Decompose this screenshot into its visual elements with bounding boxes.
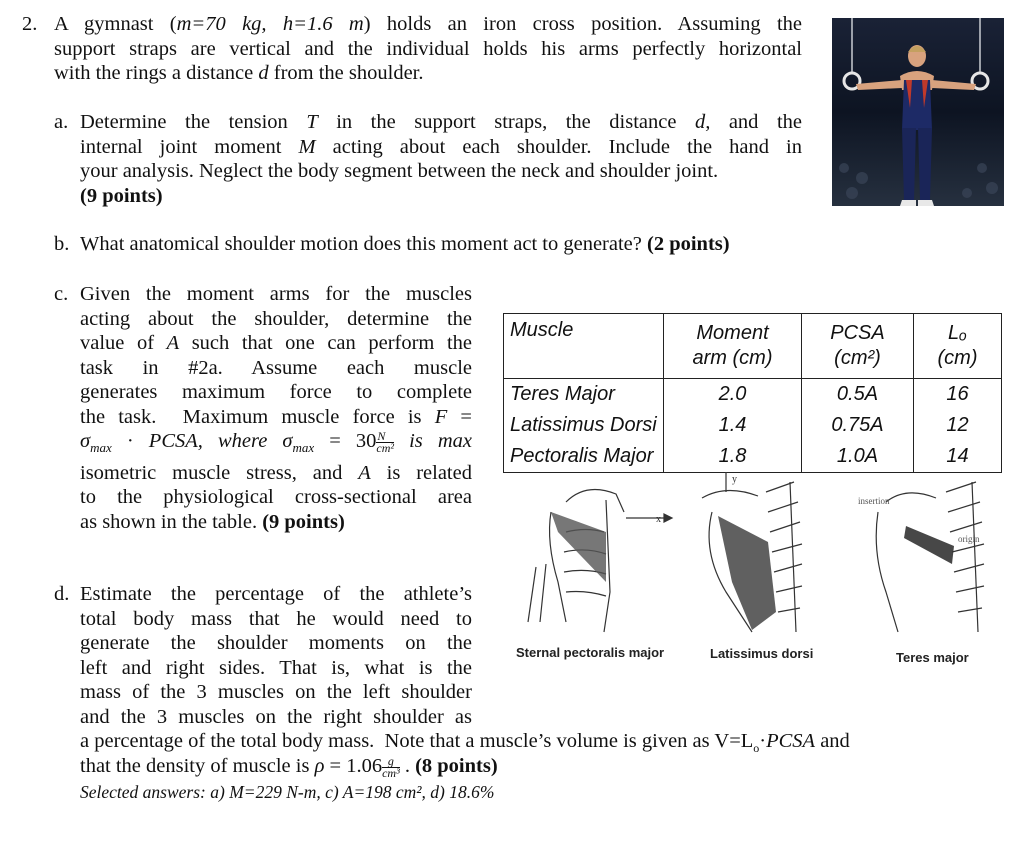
part-c-line-1: Given the moment arms for the muscles: [80, 283, 472, 305]
part-d-line-7: a percentage of the total body mass. Note that a muscle’s volume is given as $V=L_o\cdot PCSA$ and: [80, 730, 850, 756]
part-a-letter: a.: [54, 111, 69, 133]
part-c-line-6: the task. Maximum muscle force is F =: [80, 405, 472, 428]
part-d-text: [80, 582, 472, 729]
part-d-line-6: and the 3 muscles on the right shoulder as: [80, 705, 472, 728]
question-number: 2.: [22, 13, 38, 35]
part-d-letter: d.: [54, 583, 70, 605]
cell-arm: 1.8: [664, 441, 802, 473]
caption-latissimus: Latissimus dorsi: [710, 646, 814, 661]
part-c-line-7: $\sigma_{max}$ · PCSA, where $\sigma_{max} = 30$ $\frac{N}{\text{cm²}}$ is max: [80, 428, 473, 456]
cell-arm: 1.4: [664, 410, 802, 441]
part-a-points: (9 points): [80, 184, 163, 207]
part-d-line-1: Estimate the percentage of the athlete’s: [80, 583, 472, 605]
part-b-letter: b.: [54, 233, 70, 255]
cell-pcsa: 0.75A: [802, 410, 914, 441]
stress-unit-fraction: $\frac{N}{\text{cm²}}$: [376, 428, 395, 455]
cell-pcsa: 1.0A: [802, 441, 914, 473]
intro-line-2: support straps are vertical and the individual holds his arms perfectly horizontal: [54, 37, 802, 60]
origin-label: origin: [958, 534, 980, 544]
cell-muscle: Pectoralis Major: [504, 441, 664, 473]
part-a-text: [80, 110, 802, 208]
caption-pectoralis: Sternal pectoralis major: [516, 645, 665, 660]
table-row: [504, 410, 1002, 441]
question-intro: [54, 12, 802, 86]
part-a-line-2: internal joint moment M acting about each shoulder. Include the hand in: [80, 135, 802, 158]
anatomy-figures: [506, 472, 1004, 672]
header-pcsa: PCSA (cm²): [802, 314, 914, 379]
intro-line-1: A gymnast (m=70 kg, h=1.6 m) holds an iron cross position. Assuming the: [54, 13, 803, 35]
part-d-line-4: left and right sides. That is, what is the: [80, 656, 472, 679]
gymnast-illustration: [832, 18, 1004, 206]
cell-arm: 2.0: [664, 379, 802, 411]
part-a-line-3: your analysis. Neglect the body segment between the neck and shoulder joint.: [80, 160, 719, 182]
table-row: [504, 441, 1002, 473]
part-d-line-3: generate the shoulder moments on the: [80, 632, 472, 654]
part-d-points: (8 points): [415, 755, 498, 777]
gymnast-photo: [832, 18, 1004, 206]
anatomy-drawings: [506, 472, 1004, 672]
part-a-line-1: Determine the tension T in the support straps, the distance d, and the: [80, 111, 802, 133]
cell-lo: 12: [914, 410, 1002, 441]
header-lo: Lₒ (cm): [914, 314, 1002, 379]
part-b-question: What anatomical shoulder motion does this moment act to generate?: [80, 233, 642, 255]
header-moment-arm: Moment arm (cm): [664, 314, 802, 379]
intro-line-3: with the rings a distance d from the shoulder.: [54, 62, 424, 84]
header-muscle: Muscle: [504, 314, 664, 379]
part-c-line-2: acting about the shoulder, determine the: [80, 307, 472, 330]
teres-figure: [876, 482, 984, 632]
caption-teres: Teres major: [896, 650, 969, 665]
table-header-row: [504, 314, 1002, 379]
cell-lo: 14: [914, 441, 1002, 473]
y-axis-label: y: [732, 474, 737, 485]
cell-pcsa: 0.5A: [802, 379, 914, 411]
insertion-label: insertion: [858, 496, 890, 506]
cell-lo: 16: [914, 379, 1002, 411]
part-d-line-2: total body mass that he would need to: [80, 607, 472, 630]
part-c-line-9: to the physiological cross-sectional area: [80, 486, 472, 509]
cell-muscle: Teres Major: [504, 379, 664, 411]
x-axis-label: x: [656, 514, 661, 525]
part-c-text: [80, 282, 472, 534]
part-b-text: [80, 232, 730, 257]
part-c-line-3: value of A such that one can perform the: [80, 332, 472, 354]
part-d-line-5: mass of the 3 muscles on the left shoulder: [80, 681, 472, 703]
part-d-line-8: that the density of muscle is ρ = 1.06 $\frac{g}{\text{cm³}}$ . (8 points): [80, 753, 498, 780]
part-c-line-8: isometric muscle stress, and A is related: [80, 461, 472, 484]
part-c-line-4: task in #2a. Assume each muscle: [80, 356, 472, 379]
part-c-line-10: as shown in the table. (9 points): [80, 510, 345, 533]
selected-answers: Selected answers: a) M=229 N-m, c) A=198 cm², d) 18.6%: [80, 782, 495, 802]
muscle-table: [503, 313, 1002, 473]
pectoralis-figure: [528, 490, 624, 633]
density-unit-fraction: $\frac{g}{\text{cm³}}$: [382, 753, 400, 780]
table-row: [504, 379, 1002, 411]
part-c-line-5: generates maximum force to complete: [80, 381, 472, 403]
part-c-letter: c.: [54, 283, 69, 305]
part-b-points: (2 points): [647, 233, 730, 255]
part-c-points: (9 points): [262, 510, 345, 533]
cell-muscle: Latissimus Dorsi: [504, 410, 664, 441]
